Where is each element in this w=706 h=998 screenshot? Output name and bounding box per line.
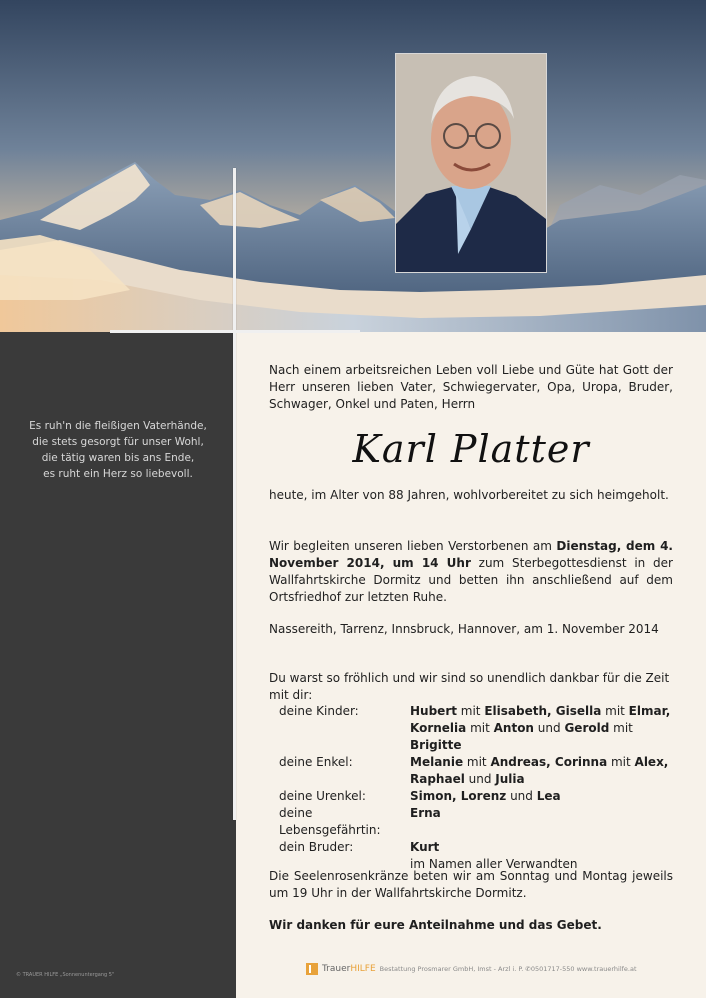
portrait-photo: [395, 53, 547, 273]
relation-names: [410, 754, 673, 771]
family-row: [279, 839, 673, 856]
intro-paragraph: Nach einem arbeitsreichen Leben voll Liebe und Güte hat Gott der Herr unseren lieben Vater, Schwiegervater, Opa, Uropa, Bruder, Schwager, Onkel und Paten, Herrn: [269, 363, 673, 411]
funeral-post: zum Sterbegottesdienst in der Wallfahrtskirche Dormitz und betten ihn anschließend auf dem Ortsfriedhof zur letzten Ruhe.: [269, 556, 673, 604]
name: Brigitte: [410, 738, 462, 752]
family-list: [279, 703, 673, 873]
conj: und: [533, 721, 565, 735]
logo-word: Trauer: [322, 964, 351, 974]
name: Raphael: [410, 772, 465, 786]
gratitude-line: Wir danken für eure Anteilnahme und das Gebet.: [269, 918, 602, 932]
name: Elisabeth, Gisella: [484, 704, 602, 718]
conj: und: [464, 772, 496, 786]
name: Lea: [536, 789, 561, 803]
footer: [306, 963, 637, 975]
relation-names: [410, 720, 673, 754]
relation-label: [279, 771, 410, 788]
cross-horizontal-beam: [110, 330, 360, 333]
name: Elmar,: [628, 704, 671, 718]
family-row: [279, 805, 673, 839]
conj: mit: [601, 704, 629, 718]
deceased-name: Karl Platter: [352, 427, 590, 471]
relation-label: deine Kinder:: [279, 704, 359, 718]
mountain-sunset-photo: [0, 0, 706, 332]
relation-names: [410, 839, 673, 856]
conj: mit: [456, 704, 485, 718]
age-line: heute, im Alter von 88 Jahren, wohlvorbereitet zu sich heimgeholt.: [269, 488, 669, 502]
family-row: [279, 788, 673, 805]
thanks-intro: Du warst so fröhlich und wir sind so unendlich dankbar für die Zeit mit dir:: [269, 671, 670, 702]
trauerhilfe-logo-icon: [306, 963, 318, 975]
conj: mit: [463, 755, 491, 769]
relation-label: deine Enkel:: [279, 755, 353, 769]
footer-info: Bestattung Prosmarer GmbH, Imst - Arzl i. P. ✆0501717-550 www.trauerhilfe.at: [379, 965, 637, 973]
family-row: [279, 771, 673, 788]
cross-vertical-beam: [233, 168, 236, 820]
relation-names: [410, 703, 673, 720]
name: Erna: [410, 806, 441, 820]
relation-names: [410, 788, 673, 805]
family-row: [279, 754, 673, 771]
relation-label: deine Urenkel:: [279, 789, 366, 803]
relatives-line: im Namen aller Verwandten: [410, 857, 578, 871]
verse-line: die stets gesorgt für unser Wohl,: [32, 436, 204, 448]
name: Melanie: [410, 755, 464, 769]
relation-label: [279, 720, 410, 754]
name: Andreas, Corinna: [490, 755, 608, 769]
funeral-date: Dienstag, dem 4. November 2014, um 14 Uhr: [269, 539, 673, 570]
trauerhilfe-logo: [322, 964, 376, 974]
place-date: Nassereith, Tarrenz, Innsbruck, Hannover, am 1. November 2014: [269, 622, 659, 636]
name: Kornelia: [410, 721, 467, 735]
verse-line: Es ruh'n die fleißigen Vaterhände,: [29, 420, 207, 432]
family-row: [279, 703, 673, 720]
name: Simon, Lorenz: [410, 789, 507, 803]
relation-names: [410, 805, 673, 839]
funeral-pre: Wir begleiten unseren lieben Verstorbenen am: [269, 539, 557, 553]
name: Gerold: [564, 721, 610, 735]
funeral-paragraph: [269, 538, 673, 606]
relation-names: [410, 771, 673, 788]
relation-label: dein Bruder:: [279, 840, 354, 854]
image-credit: © TRAUER HILFE „Sonnenuntergang 5": [16, 972, 115, 978]
conj: mit: [607, 755, 635, 769]
conj: mit: [609, 721, 633, 735]
family-row: [279, 720, 673, 754]
relation-label: deine Lebensgefährtin:: [279, 806, 381, 837]
memorial-verse: [20, 418, 216, 482]
verse-line: die tätig waren bis ans Ende,: [41, 452, 195, 464]
name: Anton: [493, 721, 534, 735]
logo-word: HILFE: [350, 964, 376, 974]
conj: und: [506, 789, 537, 803]
name: Julia: [495, 772, 525, 786]
name: Alex,: [634, 755, 669, 769]
name: Kurt: [410, 840, 440, 854]
name: Hubert: [410, 704, 457, 718]
verse-line: es ruht ein Herz so liebevoll.: [43, 468, 193, 480]
conj: mit: [466, 721, 494, 735]
rosary-paragraph: Die Seelenrosenkränze beten wir am Sonntag und Montag jeweils um 19 Uhr in der Wallfahrtskirche Dormitz.: [269, 869, 673, 900]
